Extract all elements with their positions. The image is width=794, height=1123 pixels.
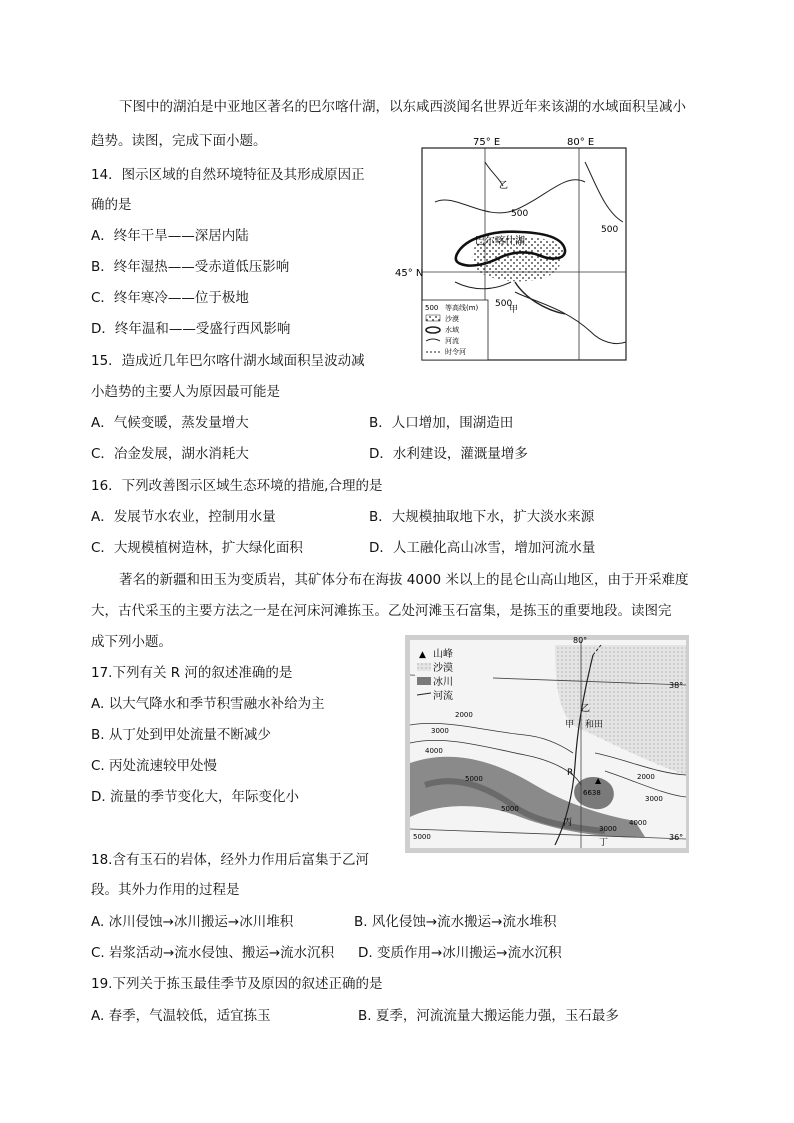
contour-label: 3000	[599, 825, 617, 833]
contour-label-c: 500	[495, 299, 513, 309]
q16-option-b[interactable]: B．大规模抽取地下水，扩大淡水来源	[369, 509, 595, 525]
q16-option-d[interactable]: D．人工融化高山冰雪，增加河流水量	[369, 540, 596, 556]
contour-label: 2000	[455, 711, 473, 719]
q17-option-c[interactable]: C. 丙处流速较甲处慢	[91, 758, 218, 774]
q14-option-b[interactable]: B．终年湿热——受赤道低压影响	[91, 259, 290, 275]
kunlun-hotan-map	[405, 635, 689, 853]
legend-water-label: 水域	[445, 326, 459, 334]
q18-option-a[interactable]: A. 冰川侵蚀→冰川搬运→冰川堆积	[91, 914, 294, 930]
q18-option-d[interactable]: D. 变质作用→冰川搬运→流水沉积	[358, 945, 562, 961]
q15-option-b[interactable]: B．人口增加，围湖造田	[369, 415, 514, 431]
legend-river-label: 河流	[445, 337, 459, 345]
q15-option-d[interactable]: D．水利建设，灌溉量增多	[369, 446, 528, 462]
contour-label: 4000	[425, 747, 443, 755]
lat-38-label: 38°	[669, 681, 684, 690]
q16-stem: 16．下列改善图示区域生态环境的措施,合理的是	[91, 478, 383, 494]
q15-stem-line1: 15．造成近几年巴尔喀什湖水域面积呈波动减	[91, 353, 365, 369]
contour-label: 5000	[465, 775, 483, 783]
intro2-line1: 著名的新疆和田玉为变质岩，其矿体分布在海拔 4000 米以上的昆仑山高山地区，由于开采难度	[119, 572, 689, 588]
lat-36-label: 36°	[669, 833, 684, 842]
lake-name-label: 巴尔喀什湖	[475, 236, 525, 247]
lon-80-label: 80°	[573, 636, 588, 645]
label-yi: 乙	[581, 704, 591, 714]
q18-stem-line2: 段。其外力作用的过程是	[91, 882, 240, 898]
lon-75e-label: 75° E	[473, 137, 501, 148]
q14-option-d[interactable]: D．终年温和——受盛行西风影响	[91, 321, 291, 337]
legend-contour-value: 500	[425, 304, 439, 312]
q14-option-c[interactable]: C．终年寒冷——位于极地	[91, 290, 249, 306]
contour-label: 2000	[637, 773, 655, 781]
q16-option-c[interactable]: C．大规模植树造林，扩大绿化面积	[91, 540, 303, 556]
q17-option-d[interactable]: D. 流量的季节变化大，年际变化小	[91, 789, 299, 805]
lon-80e-label: 80° E	[567, 137, 595, 148]
label-yi: 乙	[499, 181, 509, 191]
map2-legend	[415, 643, 493, 705]
contour-label: 3000	[431, 727, 449, 735]
q17-option-a[interactable]: A. 以大气降水和季节积雪融水补给为主	[91, 696, 325, 712]
label-ding: 丁	[599, 838, 609, 848]
q14-option-a[interactable]: A．终年干旱——深居内陆	[91, 228, 249, 244]
q15-option-a[interactable]: A．气候变暖，蒸发量增大	[91, 415, 249, 431]
q18-option-b[interactable]: B. 风化侵蚀→流水搬运→流水堆积	[354, 914, 557, 930]
place-hetian-label: 和田	[585, 720, 604, 730]
contour-label: 5000	[413, 833, 431, 841]
legend-peak-label: 山峰	[433, 649, 453, 660]
label-jia: 甲	[565, 720, 575, 730]
legend-river-label: 河流	[433, 691, 453, 702]
intro2-line3: 成下列小题。	[91, 634, 172, 650]
q15-option-c[interactable]: C．冶金发展，湖水消耗大	[91, 446, 249, 462]
intro1-line1: 下图中的湖泊是中亚地区著名的巴尔喀什湖，以东咸西淡闻名世界近年来该湖的水域面积呈减小	[119, 99, 686, 115]
label-r: R	[567, 768, 574, 778]
q18-stem-line1: 18.含有玉石的岩体，经外力作用后富集于乙河	[91, 852, 369, 868]
contour-label-b: 500	[601, 225, 619, 235]
q16-option-a[interactable]: A．发展节水农业，控制用水量	[91, 509, 276, 525]
lat-45n-label: 45° N	[395, 268, 424, 279]
q19-option-a[interactable]: A. 春季，气温较低，适宜拣玉	[91, 1008, 271, 1024]
q17-option-b[interactable]: B. 从丁处到甲处流量不断减少	[91, 727, 271, 743]
q19-option-b[interactable]: B. 夏季，河流流量大搬运能力强，玉石最多	[358, 1008, 619, 1024]
peak-elevation-label: 6638	[583, 789, 601, 797]
svg-text:▲: ▲	[595, 776, 602, 785]
legend-desert-label: 沙漠	[433, 663, 453, 674]
label-jia: 甲	[509, 305, 519, 315]
q14-stem-line2: 确的是	[91, 197, 132, 213]
contour-label-a: 500	[511, 209, 529, 219]
balkhash-lake-map	[395, 132, 645, 364]
q18-option-c[interactable]: C. 岩浆活动→流水侵蚀、搬运→流水沉积	[91, 945, 335, 961]
q17-stem: 17.下列有关 R 河的叙述准确的是	[91, 665, 293, 681]
contour-label: 3000	[645, 795, 663, 803]
label-bing: 丙	[563, 818, 573, 828]
legend-glacier-label: 冰川	[433, 677, 453, 688]
intro1-line2: 趋势。读图，完成下面小题。	[91, 133, 267, 149]
contour-label: 5000	[501, 805, 519, 813]
svg-text:▲: ▲	[419, 650, 426, 660]
contour-label: 4000	[629, 819, 647, 827]
q15-stem-line2: 小趋势的主要人为原因最可能是	[91, 384, 280, 400]
legend-contour-label: 等高线(m)	[445, 304, 479, 312]
intro2-line2: 大，古代采玉的主要方法之一是在河床河滩拣玉。乙处河滩玉石富集，是拣玉的重要地段。读图完	[91, 603, 672, 619]
legend-desert-label: 沙漠	[445, 315, 459, 323]
q19-stem: 19.下列关于拣玉最佳季节及原因的叙述正确的是	[91, 976, 383, 992]
legend-seasonal-river-label: 时令河	[445, 348, 466, 356]
q14-stem-line1: 14．图示区域的自然环境特征及其形成原因正	[91, 167, 365, 183]
